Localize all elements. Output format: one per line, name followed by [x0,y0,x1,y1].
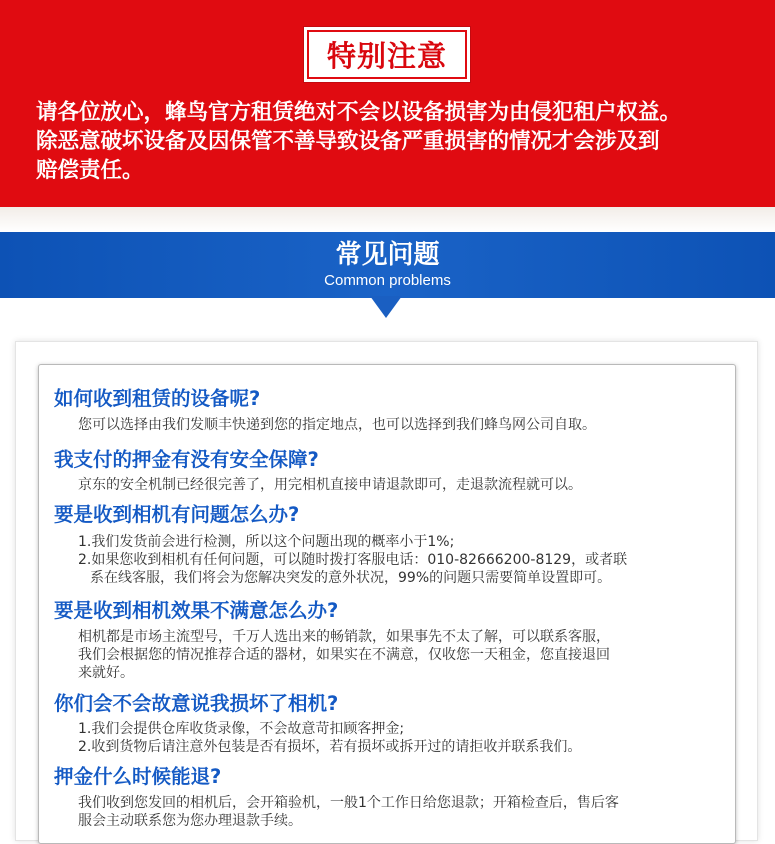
faq-answer [78,720,696,756]
notice-title: 特别注意 [326,39,447,73]
faq-question: 我支付的押金有没有安全保障? [54,448,319,471]
faq-answer-line: 2.如果您收到相机有任何问题，可以随时拨打客服电话：010-82666200-8129，或者联 [78,552,628,568]
faq-answer-line: 来就好。 [78,665,134,681]
faq-answer [78,628,696,682]
faq-answer-line: 我们会根据您的情况推荐合适的器材，如果实在不满意，仅收您一天租金，您直接退回 [78,647,610,663]
faq-answer-line: 1.我们会提供仓库收货录像，不会故意苛扣顾客押金; [78,721,405,737]
notice-line: 赔偿责任。 [36,158,144,183]
faq-answer-line: 2.收到货物后请注意外包装是否有损坏，若有损坏或拆开过的请拒收并联系我们。 [78,739,582,755]
faq-question: 如何收到租赁的设备呢? [54,387,261,410]
faq-answer-line: 系在线客服，我们将会为您解决突发的意外状况，99%的问题只需要简单设置即可。 [90,570,612,586]
faq-question: 要是收到相机有问题怎么办? [54,503,300,526]
faq-answer-line: 我们收到您发回的相机后，会开箱验机，一般1个工作日给您退款；开箱检查后，售后客 [78,795,619,811]
faq-answer [78,794,696,830]
faq-answer-line: 您可以选择由我们发顺丰快递到您的指定地点，也可以选择到我们蜂鸟网公司自取。 [78,417,596,433]
notice-line: 除恶意破坏设备及因保管不善导致设备严重损害的情况才会涉及到 [36,129,660,154]
faq-question: 押金什么时候能退? [54,765,222,788]
faq-answer-line: 1.我们发货前会进行检测，所以这个问题出现的概率小于1%; [78,534,455,550]
faq-answer-line: 京东的安全机制已经很完善了，用完相机直接申请退款即可，走退款流程就可以。 [78,477,582,493]
faq-answer [78,416,696,434]
notice-title-box [303,26,471,83]
notice-line: 请各位放心，蜂鸟官方租赁绝对不会以设备损害为由侵犯租户权益。 [36,100,682,125]
faq-answer [78,476,696,494]
faq-question: 你们会不会故意说我损坏了相机? [54,692,339,715]
faq-answer [78,533,696,587]
faq-question: 要是收到相机效果不满意怎么办? [54,599,339,622]
faq-answer-line: 服会主动联系您为您办理退款手续。 [78,813,302,829]
faq-header-title: 常见问题 [335,240,440,270]
faq-header-subtitle: Common problems [324,272,451,289]
faq-answer-line: 相机都是市场主流型号，千万人选出来的畅销款，如果事先不太了解，可以联系客服， [78,629,610,645]
